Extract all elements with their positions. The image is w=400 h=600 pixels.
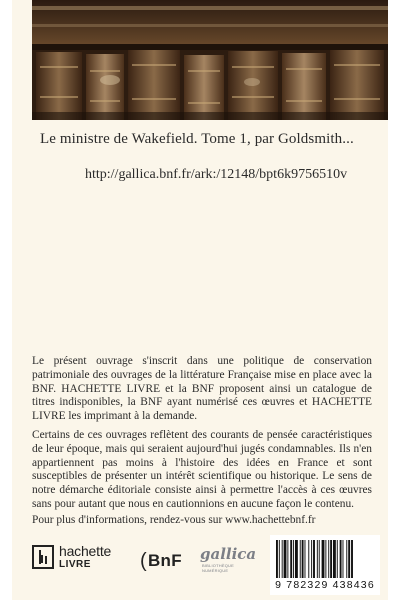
barcode-bar — [346, 540, 347, 578]
barcode-bar — [325, 540, 326, 578]
publisher-footer — [32, 535, 382, 595]
gallica-logo-text: gallica — [200, 545, 257, 563]
barcode-bar — [319, 540, 320, 578]
paragraph-conservation: Le présent ouvrage s'inscrit dans une politique de conservation patrimoniale des ouvrages de la littérature Française mise en place avec la BNF. HACHETTE LIVRE et la BNF proposent ainsi un catalogue de titres indisponibles, la BNF ayant numérisé ces œuvres et HACHETTE LIVRE les imprimant à la demande. — [32, 355, 372, 423]
barcode-bar — [337, 540, 338, 578]
book-spines-image — [32, 0, 388, 120]
isbn-barcode — [270, 535, 380, 595]
livre-logo-text: LIVRE — [59, 559, 91, 570]
gallica-logo — [198, 545, 258, 579]
barcode-bar — [313, 540, 315, 578]
barcode-bar — [284, 540, 287, 578]
bnf-logo — [140, 549, 182, 572]
barcode-digits: 9 782329 438436 — [275, 579, 375, 591]
bnf-paren-icon: ( — [140, 550, 147, 572]
hachette-h-icon — [32, 545, 54, 569]
barcode-bar — [282, 540, 283, 578]
book-title: Le ministre de Wakefield. Tome 1, par Goldsmith... — [40, 131, 354, 147]
barcode-bars — [276, 540, 374, 578]
hachette-livre-logo — [32, 543, 124, 573]
barcode-bar — [340, 540, 342, 578]
book-back-cover — [12, 0, 388, 600]
barcode-bar — [295, 540, 298, 578]
barcode-bar — [330, 540, 332, 578]
paragraph-disclaimer: Certains de ces ouvrages reflètent des courants de pensée caractéristiques de leur époque, mais qui seraient aujourd'hui jugés condamnables. Ils n'en appartiennent pas moins à l'histoire des idées en France et sont susceptibles de présenter un intérêt scientifique ou historique. Le sens de notre démarche éditoriale consiste ainsi à permettre l'accès à ces œuvres sans pour autant que nous en cautionnions en aucune façon le contenu. — [32, 429, 372, 510]
barcode-bar — [293, 540, 294, 578]
barcode-bar — [348, 540, 350, 578]
barcode-bar — [308, 540, 309, 578]
barcode-bar — [287, 540, 288, 578]
gallica-url: http://gallica.bnf.fr/ark:/12148/bpt6k9756510v — [85, 167, 348, 182]
barcode-bar — [328, 540, 329, 578]
barcode-bar — [279, 540, 280, 578]
barcode-bar — [317, 540, 318, 578]
bnf-logo-text: BnF — [147, 551, 182, 570]
barcode-bar — [300, 540, 301, 578]
gallica-subtitle: BIBLIOTHÈQUE NUMÉRIQUE — [202, 563, 234, 573]
barcode-bar — [290, 540, 292, 578]
hachette-logo-text: hachette — [59, 543, 112, 559]
barcode-bar — [311, 540, 312, 578]
book-spines-photo — [32, 0, 388, 120]
barcode-bar — [351, 540, 353, 578]
paragraph-more-info: Pour plus d'informations, rendez-vous sur www.hachettebnf.fr — [32, 514, 316, 526]
barcode-bar — [333, 540, 336, 578]
barcode-bar — [343, 540, 344, 578]
barcode-bar — [302, 540, 304, 578]
barcode-bar — [276, 540, 278, 578]
barcode-bar — [305, 540, 306, 578]
barcode-bar — [322, 540, 325, 578]
